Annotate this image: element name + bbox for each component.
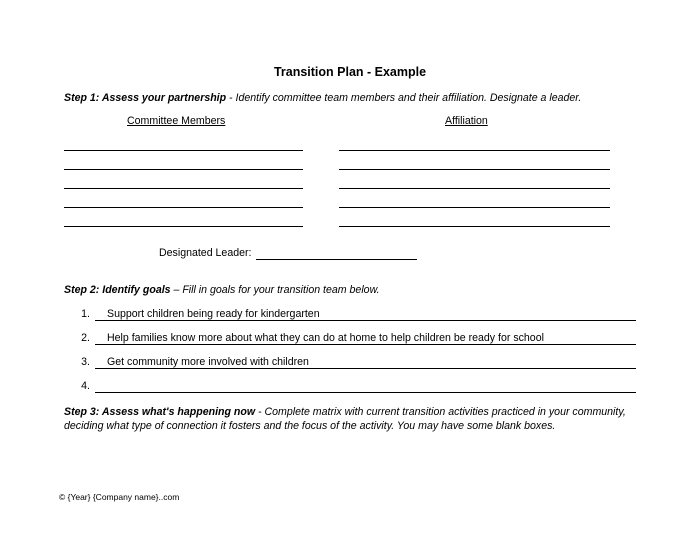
step1-instruction: - Identify committee team members and their affiliation. Designate a leader. bbox=[226, 92, 582, 104]
step2-heading: Step 2: Identify goals bbox=[64, 284, 171, 296]
goal-text: Get community more involved with children bbox=[107, 356, 309, 368]
affiliation-line[interactable] bbox=[339, 226, 610, 227]
page-title: Transition Plan - Example bbox=[273, 65, 427, 79]
designated-leader-line[interactable] bbox=[256, 259, 417, 260]
step3-instruction-line2: deciding what type of connection it fosters and the focus of the activity. You may have some blank boxes. bbox=[64, 420, 556, 432]
goal-number: 4. bbox=[81, 380, 90, 392]
goal-line[interactable] bbox=[95, 368, 636, 369]
affiliation-line[interactable] bbox=[339, 150, 610, 151]
committee-member-line[interactable] bbox=[64, 150, 303, 151]
step3-instruction-line1: - Complete matrix with current transition activities practiced in your community, bbox=[255, 406, 626, 418]
step2-instruction: – Fill in goals for your transition team below. bbox=[170, 284, 380, 296]
goal-line[interactable] bbox=[95, 320, 636, 321]
goal-text: Support children being ready for kindergarten bbox=[107, 308, 320, 320]
step2-paragraph bbox=[64, 283, 380, 297]
designated-leader-label: Designated Leader: bbox=[159, 247, 252, 259]
step3-heading: Step 3: Assess what's happening now bbox=[64, 406, 256, 418]
goal-number: 2. bbox=[81, 332, 90, 344]
goal-line[interactable] bbox=[95, 344, 636, 345]
committee-members-header: Committee Members bbox=[127, 115, 226, 127]
goal-number: 3. bbox=[81, 356, 90, 368]
affiliation-line[interactable] bbox=[339, 169, 610, 170]
step1-heading: Step 1: Assess your partnership bbox=[64, 92, 227, 104]
affiliation-header: Affiliation bbox=[445, 115, 488, 127]
goal-line[interactable] bbox=[95, 392, 636, 393]
committee-member-line[interactable] bbox=[64, 188, 303, 189]
committee-member-line[interactable] bbox=[64, 169, 303, 170]
step3-paragraph bbox=[64, 405, 626, 433]
step1-paragraph bbox=[64, 91, 581, 105]
copyright-footer: © {Year} {Company name}..com bbox=[59, 492, 180, 502]
committee-member-line[interactable] bbox=[64, 226, 303, 227]
committee-member-line[interactable] bbox=[64, 207, 303, 208]
goal-text: Help families know more about what they can do at home to help children be ready for school bbox=[107, 332, 544, 344]
affiliation-line[interactable] bbox=[339, 207, 610, 208]
goal-number: 1. bbox=[81, 308, 90, 320]
affiliation-line[interactable] bbox=[339, 188, 610, 189]
